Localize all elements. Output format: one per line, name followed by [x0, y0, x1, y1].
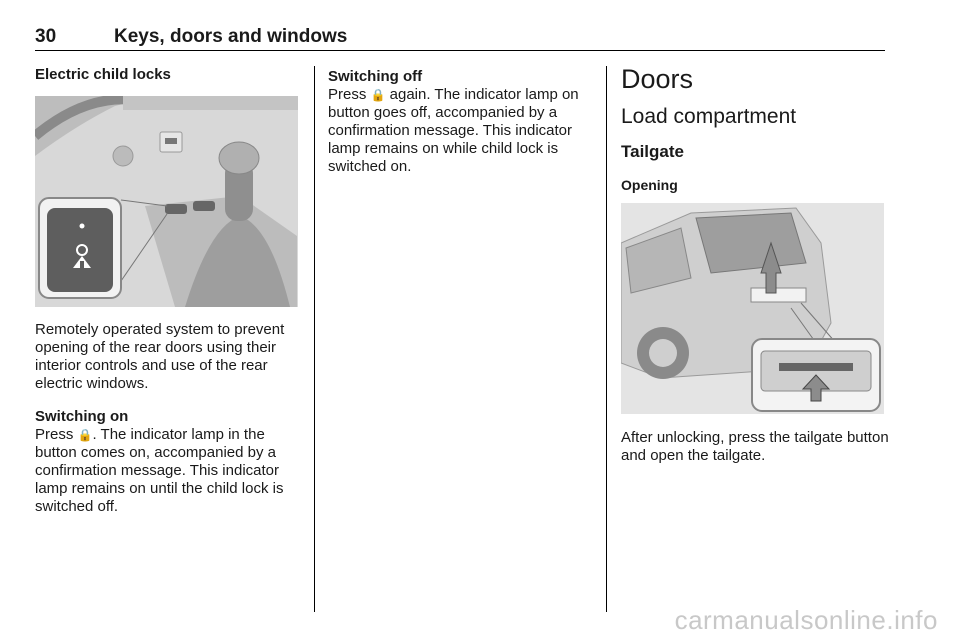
column-divider-2 [606, 66, 607, 612]
tailgate-illustration [621, 203, 884, 414]
child-lock-symbol-icon: 🔒 [77, 428, 93, 442]
heading-load-compartment: Load compartment [621, 105, 797, 128]
switching-off-block [328, 68, 598, 176]
heading-doors: Doors [621, 64, 694, 94]
tailgate-opening-text: After unlocking, press the tailgate button and open the tailgate. [621, 429, 889, 464]
switching-off-text: again. The indicator lamp on button goes off, accompanied by a confirmation message. This indicator lamp remains on while child lock is switched on. [328, 86, 579, 175]
heading-tailgate: Tailgate [621, 142, 684, 161]
heading-opening: Opening [621, 177, 678, 193]
switching-off-heading: Switching off [328, 68, 423, 85]
child-lock-symbol-icon: 🔒 [370, 88, 386, 102]
switching-on-text: . The indicator lamp in the button comes on, accompanied by a confirmation message. This indicator lamp remains on until the child lock is switched off. [35, 426, 284, 515]
child-lock-illustration [35, 96, 298, 307]
switching-on-block [35, 408, 305, 516]
column-divider-1 [314, 66, 315, 612]
header-rule [35, 50, 885, 51]
intro-paragraph: Remotely operated system to prevent opening of the rear doors using their interior controls and use of the rear electric windows. [35, 321, 285, 392]
page-header-title: Keys, doors and windows [114, 26, 348, 47]
switching-on-press: Press [35, 426, 74, 443]
switching-on-heading: Switching on [35, 408, 129, 425]
page-number: 30 [35, 26, 57, 47]
switching-off-press: Press [328, 86, 367, 103]
watermark: carmanualsonline.info [674, 605, 938, 635]
section-title-child-locks: Electric child locks [35, 66, 171, 83]
